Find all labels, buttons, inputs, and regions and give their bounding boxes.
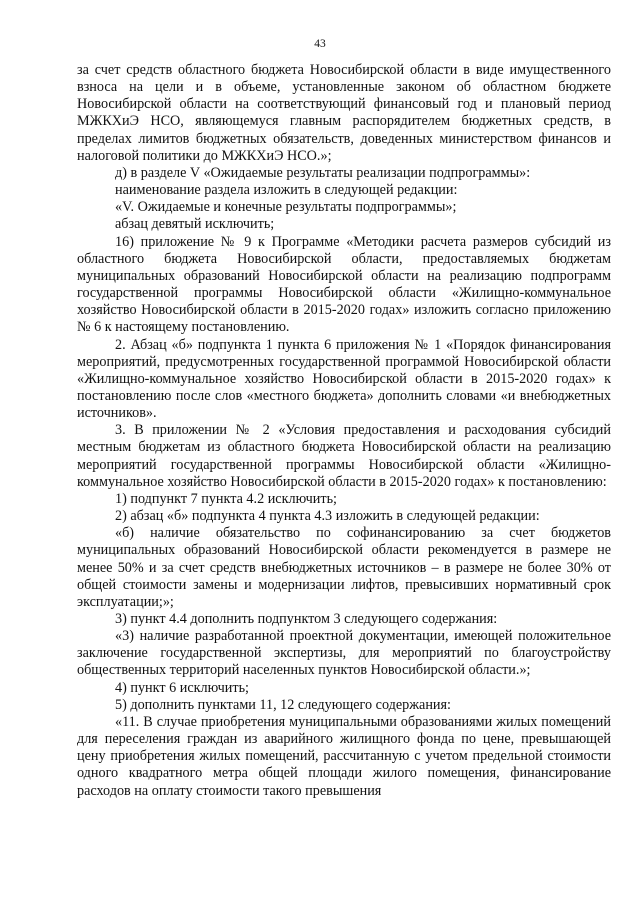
paragraph: абзац девятый исключить; bbox=[115, 216, 275, 233]
paragraph: 2. Абзац «б» подпункта 1 пункта 6 приложения № 1 «Порядок финансирования мероприятий, предусмотренных государственной программой Новосибирской области «Жилищно-коммунальное хозяйство Новосибирской области в 2015-2020 годах» к постановлению после слов «местного бюджета» дополнить словами «и внебюджетных источников». bbox=[77, 336, 611, 422]
paragraph: 16) приложение № 9 к Программе «Методики расчета размеров субсидий из областного бюджета Новосибирской области, предоставляемых бюджетам муниципальных образований Новосибирской области на реализацию подпрограмм государственной программы Новосибирской области «Жилищно-коммунальное хозяйство Новосибирской области в 2015-2020 годах» изложить согласно приложению № 6 к настоящему постановлению. bbox=[77, 233, 611, 336]
document-body bbox=[77, 62, 611, 800]
paragraph: «б) наличие обязательство по софинансированию за счет бюджетов муниципальных образований Новосибирской области рекомендуется в размере не менее 50% и за счет средств внебюджетных источников – в размере не более 30% от общей стоимости замены и модернизации лифтов, превысивших нормативный срок эксплуатации;»; bbox=[77, 525, 611, 610]
paragraph: 3. В приложении № 2 «Условия предоставления и расходования субсидий местным бюджетам из областного бюджета Новосибирской области на реализацию мероприятий государственной программы Новосибирской области «Жилищно-коммунальное хозяйство Новосибирской области в 2015-2020 годах» к постановлению: bbox=[77, 422, 611, 490]
paragraph: д) в разделе V «Ожидаемые результаты реализации подпрограммы»: bbox=[115, 164, 531, 181]
paragraph: «11. В случае приобретения муниципальными образованиями жилых помещений для переселения граждан из аварийного жилищного фонда по цене, превышающей цену приобретения жилых помещений, рассчитанную с учетом предельной стоимости одного квадратного метра общей площади жилого помещения, финансирование расходов на оплату стоимости такого превышения bbox=[77, 713, 611, 799]
paragraph: 2) абзац «б» подпункта 4 пункта 4.3 изложить в следующей редакции: bbox=[115, 508, 540, 525]
paragraph: 5) дополнить пунктами 11, 12 следующего содержания: bbox=[115, 696, 451, 713]
paragraph: 3) пункт 4.4 дополнить подпунктом 3 следующего содержания: bbox=[115, 611, 498, 627]
paragraph: 4) пункт 6 исключить; bbox=[115, 679, 249, 696]
page-number: 43 bbox=[314, 38, 326, 50]
paragraph: наименование раздела изложить в следующей редакции: bbox=[115, 182, 458, 199]
paragraph: 1) подпункт 7 пункта 4.2 исключить; bbox=[115, 490, 337, 507]
paragraph: за счет средств областного бюджета Новосибирской области в виде имущественного взноса на цели и в объеме, установленные законом об областном бюджете Новосибирской области на соответствующий финансовый год и плановый период МЖКХиЭ НСО, являющемуся главным распорядителем бюджетных средств, в пределах лимитов бюджетных обязательств, доведенных министерством финансов и налоговой политики до МЖКХиЭ НСО.»; bbox=[77, 62, 611, 164]
paragraph: «V. Ожидаемые и конечные результаты подпрограммы»; bbox=[115, 199, 457, 216]
paragraph: «3) наличие разработанной проектной документации, имеющей положительное заключение государственной экспертизы, для мероприятий по благоустройству общественных территорий населенных пунктов Новосибирской области.»; bbox=[77, 628, 611, 679]
